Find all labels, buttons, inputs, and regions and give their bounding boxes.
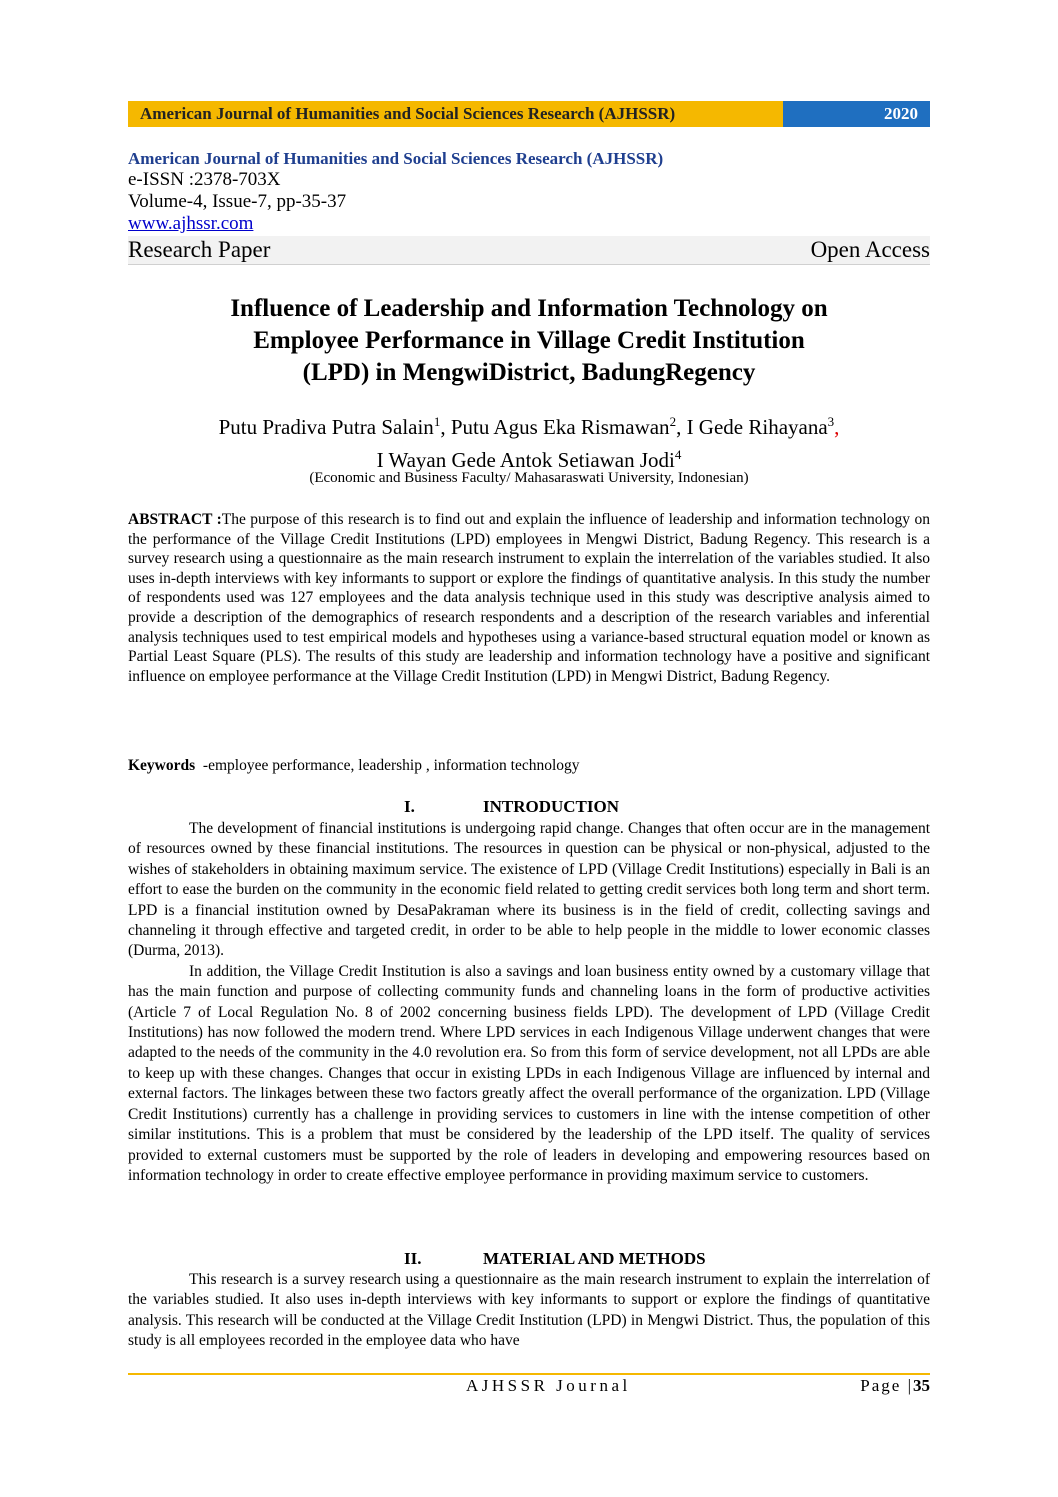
author-separator: , bbox=[440, 415, 451, 439]
section-number: I. bbox=[404, 797, 415, 816]
paper-type: Research Paper bbox=[128, 237, 271, 262]
author-4: I Wayan Gede Antok Setiawan Jodi bbox=[376, 448, 675, 472]
journal-info bbox=[128, 148, 930, 265]
page-number: 35 bbox=[913, 1376, 930, 1395]
footer-rule bbox=[128, 1373, 930, 1375]
section-title: INTRODUCTION bbox=[483, 797, 620, 816]
issn: e-ISSN :2378-703X bbox=[128, 169, 281, 190]
title-line-2: Employee Performance in Village Credit Institution bbox=[253, 327, 805, 354]
section-title: MATERIAL AND METHODS bbox=[483, 1249, 706, 1268]
access-type: Open Access bbox=[810, 237, 930, 262]
abstract-label: ABSTRACT : bbox=[128, 511, 222, 528]
author-2: Putu Agus Eka Rismawan bbox=[450, 415, 670, 439]
journal-website-link[interactable]: www.ajhssr.com bbox=[128, 213, 254, 234]
author-2-affil: 2 bbox=[669, 414, 677, 429]
author-3: I Gede Rihayana bbox=[686, 415, 828, 439]
page-number-block bbox=[860, 1376, 930, 1396]
introduction-body bbox=[128, 819, 930, 1186]
keywords-label: Keywords bbox=[128, 757, 196, 774]
keywords bbox=[128, 756, 930, 775]
author-separator: , bbox=[834, 415, 840, 439]
paragraph: This research is a survey research using a questionnaire as the main research instrument to explain the interrelation of the variables studied. It also uses in-depth interviews with key informants to support or explore the findings of quantitative analysis. This research will be conducted at the Village Credit Institution (LPD) in Mengwi District. Thus, the population of this study is all employees recorded in the employee data who have bbox=[128, 1271, 930, 1350]
page-label: Page | bbox=[860, 1376, 913, 1395]
paragraph: In addition, the Village Credit Institution is also a savings and loan business entity owned by a customary village that has the main function and purpose of collecting community funds and channeling loans in the form of productive activities (Article 7 of Local Regulation No. 8 of 2002 concerning business fields LPD). The development of LPD (Village Credit Institutions) has now followed the modern trend. Where LPD services in each Indigenous Village underwent changes that were adapted to the needs of the community in the 4.0 revolution era. So from this form of service development, not all LPDs are able to keep up with these changes. Changes that occur in existing LPDs in each Indigenous Village are influenced by internal and external factors. The linkages between these two factors greatly affect the overall performance of the organization. LPD (Village Credit Institutions) currently has a challenge in providing services to customers in line with the intense competition of other similar institutions. This is a problem that must be considered by the leadership of the LPD itself. The quality of services provided to external customers must be supported by the role of leaders in developing and empowering resources based on information technology in order to create effective employee performance in providing maximum service to customers. bbox=[128, 962, 930, 1184]
title-line-3: (LPD) in MengwiDistrict, BadungRegency bbox=[302, 359, 756, 386]
volume-info: Volume-4, Issue-7, pp-35-37 bbox=[128, 191, 347, 212]
page-footer bbox=[128, 1376, 930, 1398]
author-3-affil: 3 bbox=[827, 414, 835, 429]
title-line-1: Influence of Leadership and Information Technology on bbox=[230, 295, 828, 322]
abstract bbox=[128, 510, 930, 686]
author-list bbox=[128, 408, 930, 474]
methods-body bbox=[128, 1270, 930, 1352]
affiliation: (Economic and Business Faculty/ Mahasaraswati University, Indonesian) bbox=[309, 470, 749, 486]
paper-type-bar bbox=[128, 236, 930, 265]
running-header bbox=[128, 101, 930, 127]
author-4-affil: 4 bbox=[674, 447, 682, 462]
author-separator: , bbox=[676, 415, 687, 439]
footer-journal: AJHSSR Journal bbox=[466, 1376, 631, 1395]
abstract-text: The purpose of this research is to find out and explain the influence of leadership and information technology on the performance of the Village Credit Institutions (LPD) employees in Mengwi District, Badung Regency. This research is a survey research using a questionnaire as the main research instrument to explain the interrelation of the variables studied. It also uses in-depth interviews with key informants to support or explore the findings of quantitative analysis. In this study the number of respondents used was 127 employees and the data analysis technique used in this study was descriptive analysis aimed to provide a description of the demographics of research respondents and a description of the research variables and inferential analysis techniques used to test empirical models and hypotheses using a variance-based structural equation model or known as Partial Least Square (PLS). The results of this study are leadership and information technology have a positive and significant influence on employee performance at the Village Credit Institution (LPD) in Mengwi District, Badung Regency. bbox=[128, 511, 930, 685]
paper-title bbox=[128, 293, 930, 389]
header-journal-name: American Journal of Humanities and Social Sciences Research (AJHSSR) bbox=[128, 101, 783, 127]
section-number: II. bbox=[404, 1249, 422, 1268]
header-year: 2020 bbox=[783, 101, 930, 127]
keywords-text: -employee performance, leadership , information technology bbox=[202, 757, 580, 774]
author-1-affil: 1 bbox=[433, 414, 441, 429]
paragraph: The development of financial institutions is undergoing rapid change. Changes that often occur are in the management of resources owned by these financial institutions. The resources in question can be physical or non-physical, adjusted to the wishes of stakeholders in obtaining maximum service. The existence of LPD (Village Credit Institutions) especially in Bali is an effort to ease the burden on the community in the economic field related to getting credit services both long term and short term. LPD is a financial institution owned by DesaPakraman where its business is in the field of credit, collecting savings and channeling it through effective and targeted credit, in order to be able to help people in the middle to lower economic classes (Durma, 2013). bbox=[128, 820, 930, 960]
journal-name: American Journal of Humanities and Social Sciences Research (AJHSSR) bbox=[128, 149, 664, 168]
author-1: Putu Pradiva Putra Salain bbox=[218, 415, 434, 439]
